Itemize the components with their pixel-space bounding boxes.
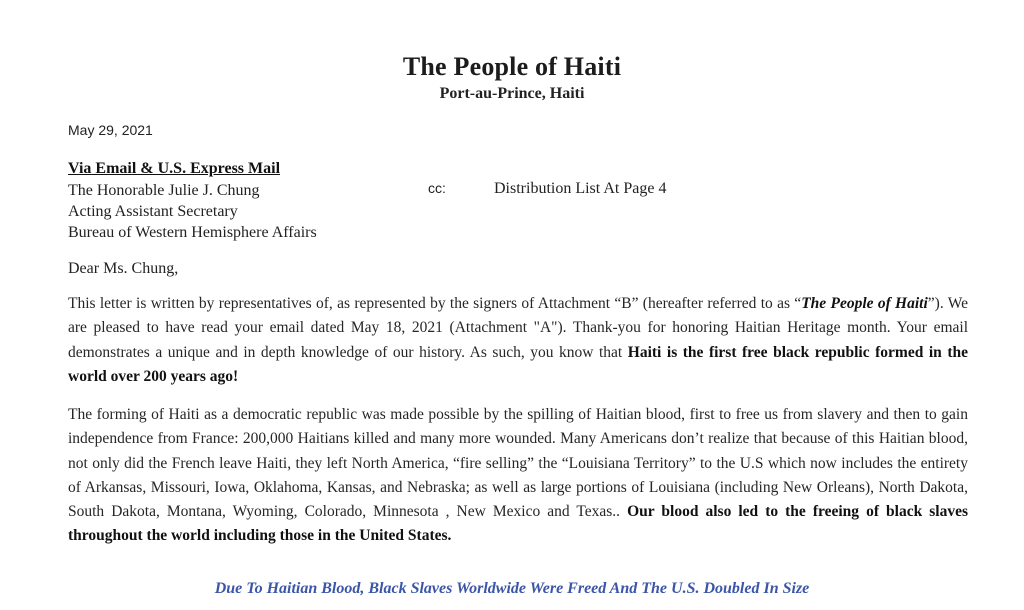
letterhead-title: The People of Haiti (402, 52, 622, 81)
delivery-method: Via Email & U.S. Express Mail (68, 160, 281, 177)
paragraph-1-bold: Haiti is the first free black republic formed in the world over 200 years ago! (68, 343, 968, 385)
recipient-block (68, 180, 317, 243)
paragraph-2 (68, 403, 968, 549)
cc-value: Distribution List At Page 4 (494, 180, 667, 197)
paragraph-1 (68, 292, 968, 389)
paragraph-2-bold: Our blood also led to the freeing of black slaves throughout the world including those in the United States. (68, 503, 968, 545)
letter-date: May 29, 2021 (68, 122, 153, 138)
letterhead-location: Port-au-Prince, Haiti (439, 85, 585, 102)
banner-headline: Due To Haitian Blood, Black Slaves Worldwide Were Freed And The U.S. Doubled In Size (214, 580, 810, 597)
salutation: Dear Ms. Chung, (68, 260, 179, 277)
recipient-name: The Honorable Julie J. Chung (68, 182, 260, 199)
paragraph-1-emphasis: The People of Haiti (801, 295, 928, 312)
recipient-title: Acting Assistant Secretary (68, 203, 238, 220)
paragraph-1-text-a: This letter is written by representatives of, as represented by the signers of Attachment “B” (hereafter referred to as “ (68, 295, 802, 312)
cc-label: cc: (428, 180, 446, 196)
paragraph-2-text: The forming of Haiti as a democratic republic was made possible by the spilling of Haitian blood, first to free us from slavery and then to gain independence from France: 200,000 Haitians killed and many more wounded. Many Americans don’t realize that because of this Haitian blood, not only did the French leave Haiti, they left North America, “fire selling” the “Louisiana Territory” to the U.S which now includes the entirety of Arkansas, Missouri, Iowa, Oklahoma, Kansas, and Nebraska; as well as large portions of Louisiana (including New Orleans), North Dakota, South Dakota, Montana, Wyoming, Colorado, Minnesota , New Mexico and Texas.. (68, 406, 968, 521)
recipient-bureau: Bureau of Western Hemisphere Affairs (68, 224, 317, 241)
paragraph-1-text-b: ”). We are pleased to have read your email dated May 18, 2021 (Attachment "A"). Thank-you for honoring Haitian Heritage month. Your email demonstrates a unique and in depth knowledge of our history. As such, you know that (68, 295, 969, 361)
